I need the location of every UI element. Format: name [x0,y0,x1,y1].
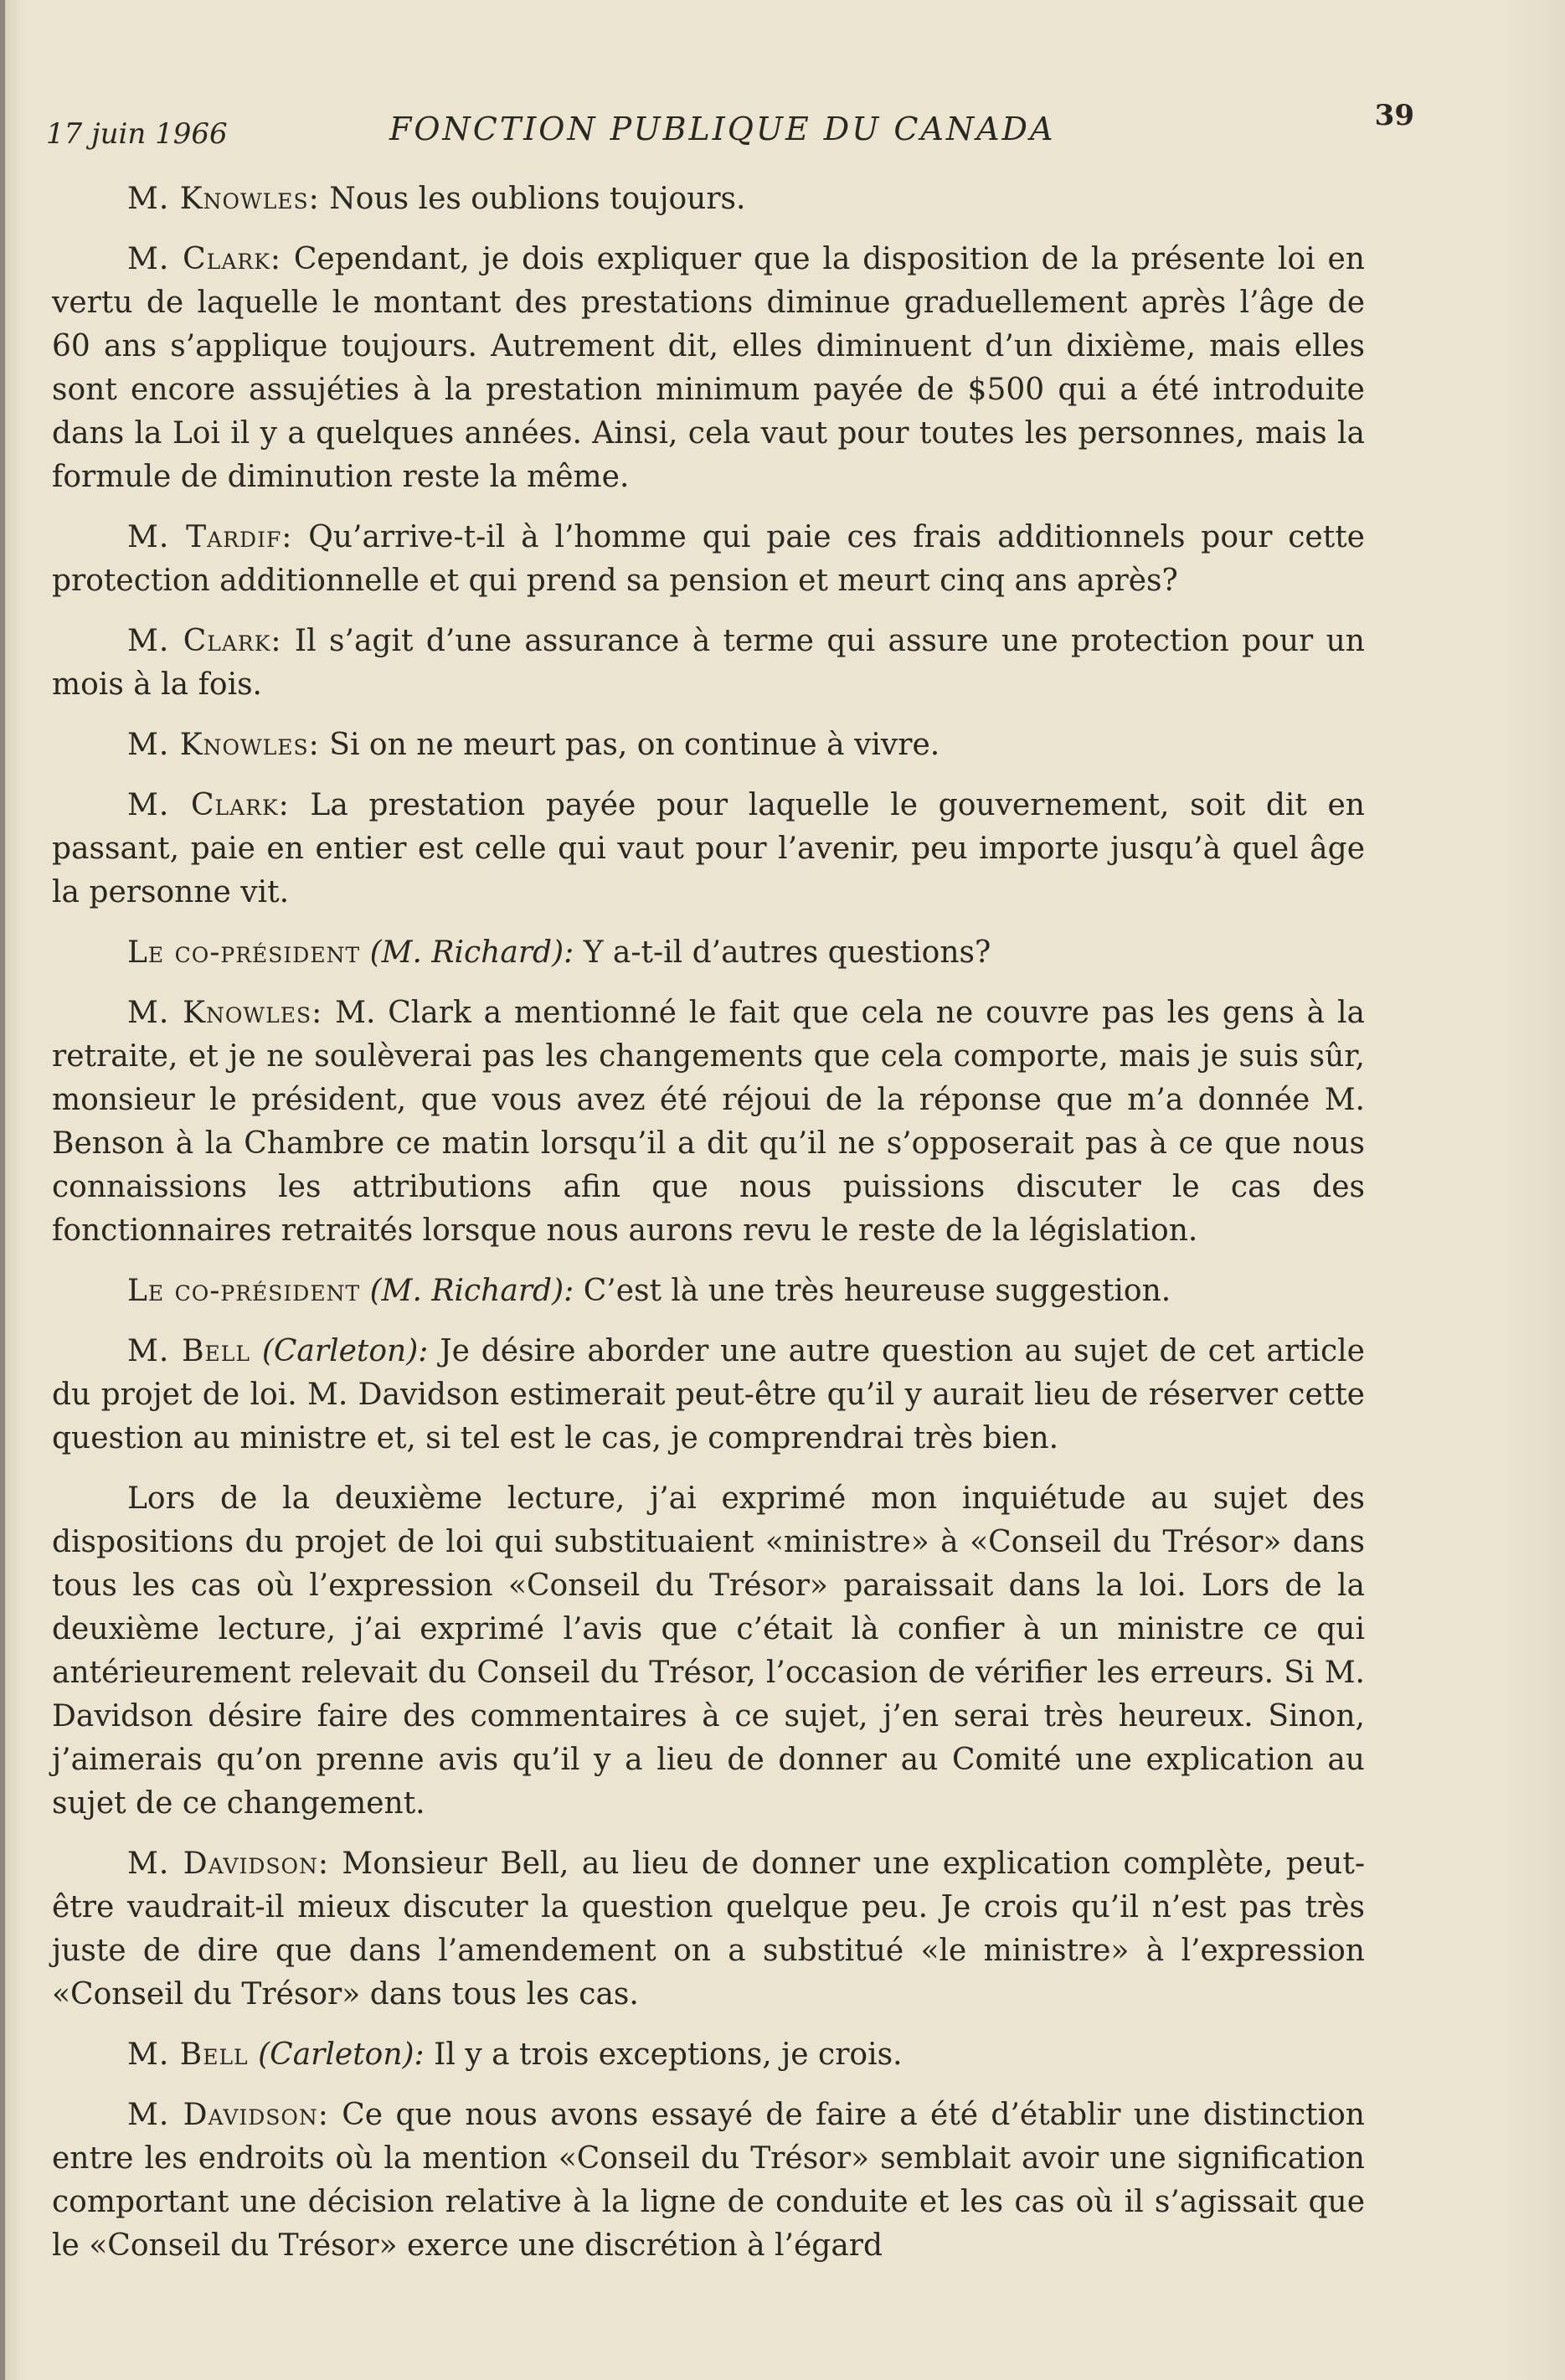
speaker-name: M. Knowles: [127,728,320,762]
header-title: FONCTION PUBLIQUE DU CANADA [389,111,1056,147]
speaker-name: M. Clark: [127,624,282,658]
paragraph-text: Qu’arrive-t-il à l’homme qui paie ces frais additionnels pour cette protection additionnelle et qui prend sa pension et meurt cinq ans après? [52,520,1365,598]
speaker-name: M. Clark: [127,788,290,822]
running-header [46,99,1414,149]
transcript-paragraph [52,2033,1365,2077]
speaker-affiliation: (M. Richard): [369,935,574,970]
transcript-paragraph [52,1330,1365,1460]
paragraph-text: M. Clark a mentionné le fait que cela ne couvre pas les gens à la retraite, et je ne soulèverai pas les changements que cela comporte, mais je suis sûr, monsieur le président, que vous avez été réjoui de la réponse que m’a donnée M. Benson à la Chambre ce matin lorsqu’il a dit qu’il ne s’opposerait pas à ce que nous connaissions les attributions afin que nous puissions discuter le cas des fonctionnaires retraités lorsque nous aurons revu le reste de la législation. [52,996,1365,1248]
speaker-name: M. Knowles: [127,996,323,1030]
paragraph-text: Nous les oublions toujours. [329,182,746,216]
transcript-paragraph [52,1270,1365,1313]
speaker-name: M. Bell [127,1334,251,1368]
paragraph-text: Il s’agit d’une assurance à terme qui assure une protection pour un mois à la fois. [52,624,1365,702]
speaker-name: M. Knowles: [127,182,320,216]
transcript-paragraph [52,1842,1365,2017]
paragraph-text: Monsieur Bell, au lieu de donner une explication complète, peut-être vaudrait-il mieux discuter la question quelque peu. Je crois qu’il n’est pas très juste de dire que dans l’amendement on a substitué «le ministre» à l’expression «Conseil du Trésor» dans tous les cas. [52,1847,1365,2012]
page-spine-edge [0,0,5,2380]
paragraph-text: Je désire aborder une autre question au sujet de cet article du projet de loi. M. Davidson estimerait peut-être qu’il y aurait lieu de réserver cette question au ministre et, si tel est le cas, je comprendrai très bien. [52,1334,1365,1455]
transcript-paragraph [52,238,1365,499]
transcript-paragraph [52,1477,1365,1826]
speaker-name: Le co-président [127,1274,361,1308]
header-date: 17 juin 1966 [46,117,228,151]
paragraph-text: Si on ne meurt pas, on continue à vivre. [329,728,940,762]
speaker-name: M. Davidson: [127,2098,329,2132]
paragraph-text: C’est là une très heureuse suggestion. [583,1274,1171,1308]
transcript-paragraph [52,2094,1365,2268]
transcript-paragraph [52,178,1365,221]
paragraph-text: La prestation payée pour laquelle le gouvernement, soit dit en passant, paie en entier est celle qui vaut pour l’avenir, peu importe jusqu’à quel âge la personne vit. [52,788,1365,909]
speaker-name: M. Davidson: [127,1847,329,1881]
paragraph-text: Y a-t-il d’autres questions? [583,935,991,970]
transcript-paragraph [52,784,1365,914]
transcript-paragraph [52,724,1365,767]
paragraph-text: Ce que nous avons essayé de faire a été d’établir une distinction entre les endroits où la mention «Conseil du Trésor» semblait avoir une signification comportant une décision relative à la ligne de conduite et les cas où il s’agissait que le «Conseil du Trésor» exerce une discrétion à l’égard [52,2098,1365,2263]
speaker-affiliation: (Carleton): [258,2037,425,2072]
transcript-body [52,178,1365,2285]
transcript-paragraph [52,992,1365,1253]
transcript-paragraph [52,516,1365,603]
speaker-name: M. Tardif: [127,520,293,554]
transcript-paragraph [52,931,1365,975]
speaker-name: Le co-président [127,935,361,970]
speaker-name: M. Clark: [127,242,282,276]
speaker-affiliation: (M. Richard): [369,1274,574,1308]
paragraph-text: Cependant, je dois expliquer que la disposition de la présente loi en vertu de laquelle le montant des prestations diminue graduellement après l’âge de 60 ans s’applique toujours. Autrement dit, elles diminuent d’un dixième, mais elles sont encore assujéties à la prestation minimum payée de $500 qui a été introduite dans la Loi il y a quelques années. Ainsi, cela vaut pour toutes les personnes, mais la formule de diminution reste la même. [52,242,1365,494]
page-number: 39 [1374,99,1414,132]
speaker-name: M. Bell [127,2037,249,2072]
speaker-affiliation: (Carleton): [261,1334,429,1368]
paragraph-text: Il y a trois exceptions, je crois. [434,2037,903,2072]
paragraph-text: Lors de la deuxième lecture, j’ai exprimé mon inquiétude au sujet des dispositions du projet de loi qui substituaient «ministre» à «Conseil du Trésor» dans tous les cas où l’expression «Conseil du Trésor» paraissait dans la loi. Lors de la deuxième lecture, j’ai exprimé l’avis que c’était là confier à un ministre ce qui antérieurement relevait du Conseil du Trésor, l’occasion de vérifier les erreurs. Si M. Davidson désire faire des commentaires à ce sujet, j’en serai très heureux. Sinon, j’aimerais qu’on prenne avis qu’il y a lieu de donner au Comité une explication au sujet de ce changement. [52,1481,1365,1821]
transcript-paragraph [52,620,1365,707]
